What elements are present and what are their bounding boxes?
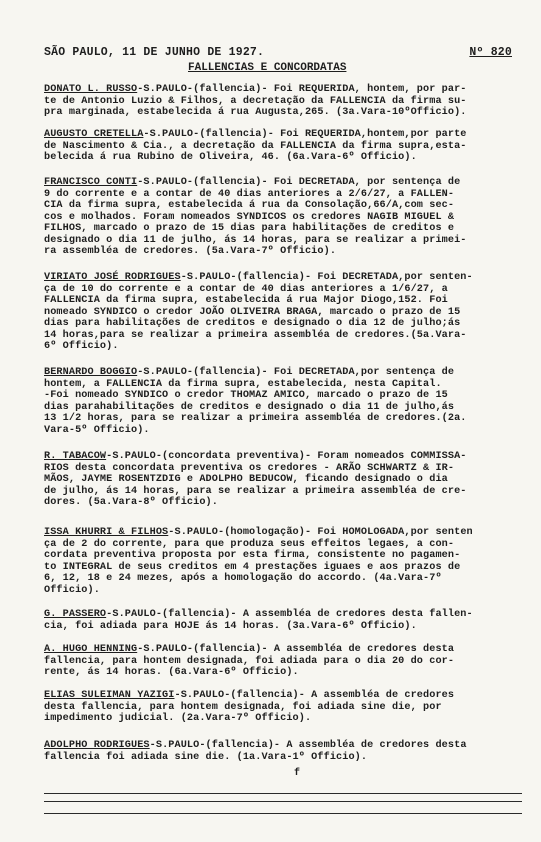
- entry-name: FRANCISCO CONTI: [44, 177, 138, 188]
- entry-line: [44, 295, 522, 307]
- entry: [44, 644, 522, 679]
- entry-text: dores. (5a.Vara-8º Officio).: [44, 497, 218, 508]
- entry-text: 6, 12, 18 e 24 mezes, após a homologação do accordo. (4a.Vara-7º: [44, 573, 442, 584]
- entry-text: -S.PAULO-(homologação)- Foi HOMOLOGADA,por senten: [168, 527, 473, 538]
- entry-line: [44, 425, 522, 437]
- entry-text: to INTEGRAL de seus creditos em 4 prestações iguaes e aos prazos de: [44, 561, 461, 573]
- entry-text: 13 1/2 horas, para se realizar a primeira assembléa de credores.(2a.: [44, 413, 467, 424]
- entry-text: dias para habilitações de creditos e designado o dia 12 de julho;ás: [44, 318, 461, 329]
- entry-line: [44, 212, 522, 224]
- footer-mark: f: [294, 768, 301, 779]
- entry-text: Officio).: [44, 584, 100, 596]
- entry-text: -S.PAULO-(fallencia)- Foi DECRETADA,por senten-: [180, 272, 473, 283]
- entry-text: RIOS desta concordata preventiva os credores - ARÃO SCHWARTZ & IR-: [44, 462, 455, 474]
- dateline: SÃO PAULO, 11 DE JUNHO DE 1927.: [44, 46, 265, 59]
- entry-text: -S.PAULO-(fallencia)- Foi DECRETADA, por sentença de: [137, 177, 461, 188]
- bottom-rule-1: [44, 793, 522, 794]
- entry-name: VIRIATO JOSÉ RODRIGUES: [44, 272, 181, 283]
- entry: [44, 177, 522, 258]
- entry-line: [44, 402, 522, 414]
- entry-name: DONATO L. RUSSO: [44, 84, 138, 95]
- entry-text: -Foi nomeado SYNDICO o credor THOMAZ AMICO, marcado o prazo de 15: [44, 390, 448, 401]
- entry-line: [44, 573, 522, 585]
- entry-name: G. PASSERO: [44, 609, 107, 620]
- entry-text: nomeado SYNDICO o credor JOÃO OLIVEIRA BRAGA, marcado o prazo de 15: [44, 306, 461, 318]
- entry-text: -S.PAULO-(fallencia)- A assembléa de credores: [174, 690, 455, 701]
- entry-text: de julho, ás 14 horas, para se realizar a primeira assembléa de cre-: [44, 485, 467, 497]
- entry-line: [44, 84, 522, 96]
- entry-text: 9 do corrente e a contar de 40 dias anteriores a 2/6/27, a FALLEN-: [44, 188, 455, 200]
- entry-line: [44, 141, 522, 153]
- entry-line: [44, 318, 522, 330]
- entry-text: belecida á rua Rubino de Oliveira, 46. (6a.Vara-6º Officio).: [44, 152, 417, 163]
- entry: [44, 272, 522, 353]
- entry-line: [44, 307, 522, 319]
- entry-text: -S.PAULO-(fallencia)- A assembléa de credores desta fallen-: [106, 609, 473, 620]
- entry-name: ADOLPHO RODRIGUES: [44, 740, 150, 751]
- entry-line: [44, 562, 522, 574]
- entry-line: [44, 690, 522, 702]
- entry-text: MÃOS, JAYME ROSENTZDIG e ADOLPHO BEDUCOW, ficando designado o dia: [44, 474, 448, 485]
- entry-line: [44, 702, 522, 714]
- entry-text: pra marginada, estabelecida á rua Augusta,265. (3a.Vara-10ºOfficio).: [44, 107, 467, 118]
- entry: [44, 451, 522, 509]
- page-header: [44, 46, 516, 62]
- entry-line: [44, 609, 522, 621]
- entry-text: rente, ás 14 horas. (6a.Vara-6º Officio).: [44, 667, 299, 678]
- entry-text: desta fallencia, para hontem designada, foi adiada sine die, por: [44, 701, 442, 713]
- entry-line: [44, 390, 522, 402]
- entry-line: [44, 527, 522, 539]
- entry-name: ISSA KHURRI & FILHOS: [44, 527, 169, 538]
- entry-text: designado o dia 11 de julho, ás 14 horas, para se realizar a primei-: [44, 234, 467, 246]
- entry-text: -S.PAULO-(fallencia)- Foi REQUERIDA,hontem,por parte: [143, 129, 467, 140]
- entry-text: -S.PAULO-(fallencia)- A assembléa de credores desta: [137, 644, 455, 655]
- entry-text: CIA da firma supra, estabelecida á rua da Consolação,66/A,com sec-: [44, 200, 455, 211]
- entry-text: ça de 2 do corrente, para que produza seus effeitos legaes, a con-: [44, 538, 455, 550]
- entry-text: FALLENCIA da firma supra, estabelecida á rua Major Diogo,152. Foi: [44, 295, 448, 306]
- entry-text: fallencia foi adiada sine die. (1a.Vara-1º Officio).: [44, 751, 368, 763]
- entry-line: [44, 96, 522, 108]
- entry-line: [44, 486, 522, 498]
- entry: [44, 367, 522, 436]
- entry-line: [44, 539, 522, 551]
- entry-line: [44, 550, 522, 562]
- entry-line: [44, 463, 522, 475]
- entry: [44, 84, 522, 119]
- entry-text: impedimento judicial. (2a.Vara-7º Officio).: [44, 713, 312, 724]
- entry-line: [44, 413, 522, 425]
- entry-line: [44, 379, 522, 391]
- entry-line: [44, 621, 522, 633]
- entry: [44, 129, 522, 164]
- entry-text: -S.PAULO-(fallencia)- Foi REQUERIDA, hontem, por par-: [137, 84, 467, 95]
- bulletin-number: Nº 820: [469, 46, 512, 59]
- entry-text: cos e molhados. Foram nomeados SYNDICOS os credores NAGIB MIGUEL &: [44, 211, 455, 223]
- entry-name: ELIAS SULEIMAN YAZIGI: [44, 690, 175, 701]
- entry-line: [44, 474, 522, 486]
- entry-line: [44, 330, 522, 342]
- entry-line: [44, 200, 522, 212]
- entry-line: [44, 656, 522, 668]
- entry-line: [44, 713, 522, 725]
- bottom-rule-3: [44, 813, 522, 814]
- entry-line: [44, 177, 522, 189]
- entry-text: hontem, a FALLENCIA da firma supra, estabelecida, nesta Capital.: [44, 378, 442, 390]
- entry-line: [44, 235, 522, 247]
- entry-text: ça de 10 do corrente e a contar de 40 dias anteriores a 1/6/27, a: [44, 283, 448, 295]
- entry-text: 14 horas,para se realizar a primeira assembléa de credores.(5a.Vara-: [44, 329, 467, 341]
- entry-line: [44, 129, 522, 141]
- entry-line: [44, 189, 522, 201]
- entry-text: te de Antonio Luzio & Filhos, a decretação da FALLENCIA da firma su-: [44, 95, 467, 107]
- entry-text: -S.PAULO-(fallencia)- A assembléa de credores desta: [149, 740, 467, 751]
- entry-text: cia, foi adiada para HOJE ás 14 horas. (3a.Vara-6º Officio).: [44, 620, 417, 632]
- entry-line: [44, 585, 522, 597]
- entry-line: [44, 284, 522, 296]
- entry: [44, 740, 522, 763]
- entry-line: [44, 341, 522, 353]
- entry-text: 6º Officio).: [44, 341, 119, 352]
- entry-line: [44, 752, 522, 764]
- entry-text: ra assembléa de credores. (5a.Vara-7º Officio).: [44, 246, 337, 257]
- entry-line: [44, 272, 522, 284]
- entry-line: [44, 223, 522, 235]
- entry-line: [44, 740, 522, 752]
- entry-name: AUGUSTO CRETELLA: [44, 129, 144, 140]
- entry: [44, 527, 522, 596]
- entry-line: [44, 497, 522, 509]
- entry-line: [44, 667, 522, 679]
- entry-line: [44, 644, 522, 656]
- entry-text: fallencia, para hontem designada, foi adiada para o dia 20 do cor-: [44, 655, 455, 667]
- entry-text: -S.PAULO-(concordata preventiva)- Foram nomeados COMMISSA-: [106, 451, 467, 462]
- entry-name: BERNARDO BOGGIO: [44, 367, 138, 378]
- entry-line: [44, 451, 522, 463]
- entry-line: [44, 152, 522, 164]
- entry-text: FILHOS, marcado o prazo de 15 dias para habilitações de creditos e: [44, 223, 455, 234]
- entry-name: A. HUGO HENNING: [44, 644, 138, 655]
- bottom-rule-2: [44, 801, 522, 802]
- section-title: FALLENCIAS E CONCORDATAS: [188, 62, 347, 74]
- entry-text: -S.PAULO-(fallencia)- Foi DECRETADA,por sentença de: [137, 367, 455, 378]
- entry-text: cordata preventiva proposta por esta firma, consistente no pagamen-: [44, 550, 461, 561]
- entry-text: Vara-5º Officio).: [44, 424, 150, 436]
- entry: [44, 609, 522, 632]
- entry-line: [44, 367, 522, 379]
- entry-name: R. TABACOW: [44, 451, 107, 462]
- entry-line: [44, 246, 522, 258]
- entry-text: de Nascimento & Cia., a decretação da FALLENCIA da firma supra,esta-: [44, 140, 467, 152]
- entry-line: [44, 107, 522, 119]
- entry: [44, 690, 522, 725]
- entry-text: dias parahabilitações de creditos e designado o dia 11 de julho,ás: [44, 401, 455, 413]
